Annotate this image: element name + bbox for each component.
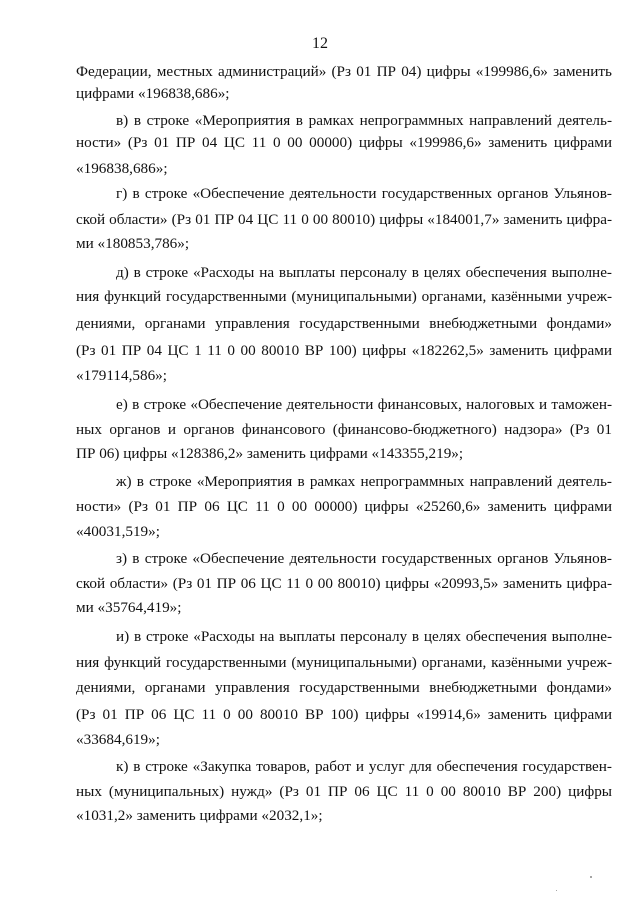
text-line-12: (Рз 01 ПР 04 ЦС 1 11 0 00 80010 ВР 100) цифры «182262,5» заменить цифрами (76, 342, 612, 359)
text-line-13: «179114,586»; (76, 367, 167, 384)
text-line-19: «40031,519»; (76, 523, 160, 540)
text-line-9: д) в строке «Расходы на выплаты персоналу в целях обеспечения выполне- (116, 264, 612, 281)
text-line-3: в) в строке «Мероприятия в рамках непрограммных направлений деятель- (116, 112, 612, 129)
text-line-22: ми «35764,419»; (76, 599, 182, 616)
text-line-15: ных органов и органов финансового (финансово-бюджетного) надзора» (Рз 01 (76, 421, 612, 438)
text-line-5: «196838,686»; (76, 160, 168, 177)
scan-speck (590, 876, 592, 878)
text-line-1: Федерации, местных администраций» (Рз 01 ПР 04) цифры «199986,6» заменить (76, 63, 612, 80)
text-line-28: к) в строке «Закупка товаров, работ и услуг для обеспечения государствен- (116, 758, 612, 775)
text-line-18: ности» (Рз 01 ПР 06 ЦС 11 0 00 00000) цифры «25260,6» заменить цифрами (76, 498, 612, 515)
text-line-6: г) в строке «Обеспечение деятельности государственных органов Ульянов- (116, 185, 612, 202)
page-number: 12 (312, 35, 328, 52)
text-line-10: ния функций государственными (муниципальными) органами, казёнными учреж- (76, 288, 612, 305)
text-line-2: цифрами «196838,686»; (76, 85, 230, 102)
text-line-26: (Рз 01 ПР 06 ЦС 11 0 00 80010 ВР 100) цифры «19914,6» заменить цифрами (76, 706, 612, 723)
text-line-14: е) в строке «Обеспечение деятельности финансовых, налоговых и таможен- (116, 396, 612, 413)
scan-speck (556, 890, 557, 891)
text-line-20: з) в строке «Обеспечение деятельности государственных органов Ульянов- (116, 550, 612, 567)
text-line-29: ных (муниципальных) нужд» (Рз 01 ПР 06 ЦС 11 0 00 80010 ВР 200) цифры (76, 783, 612, 800)
text-line-23: и) в строке «Расходы на выплаты персоналу в целях обеспечения выполне- (116, 628, 612, 645)
text-line-24: ния функций государственными (муниципальными) органами, казёнными учреж- (76, 654, 612, 671)
text-line-21: ской области» (Рз 01 ПР 06 ЦС 11 0 00 80010) цифры «20993,5» заменить цифра- (76, 575, 612, 592)
text-line-8: ми «180853,786»; (76, 235, 190, 252)
text-line-30: «1031,2» заменить цифрами «2032,1»; (76, 807, 323, 824)
text-line-11: дениями, органами управления государственными внебюджетными фондами» (76, 315, 612, 332)
text-line-25: дениями, органами управления государственными внебюджетными фондами» (76, 679, 612, 696)
text-line-27: «33684,619»; (76, 731, 160, 748)
text-line-16: ПР 06) цифры «128386,2» заменить цифрами «143355,219»; (76, 445, 464, 462)
text-line-4: ности» (Рз 01 ПР 04 ЦС 11 0 00 00000) цифры «199986,6» заменить цифрами (76, 134, 612, 151)
text-line-7: ской области» (Рз 01 ПР 04 ЦС 11 0 00 80010) цифры «184001,7» заменить цифра- (76, 211, 612, 228)
text-line-17: ж) в строке «Мероприятия в рамках непрограммных направлений деятель- (116, 473, 612, 490)
